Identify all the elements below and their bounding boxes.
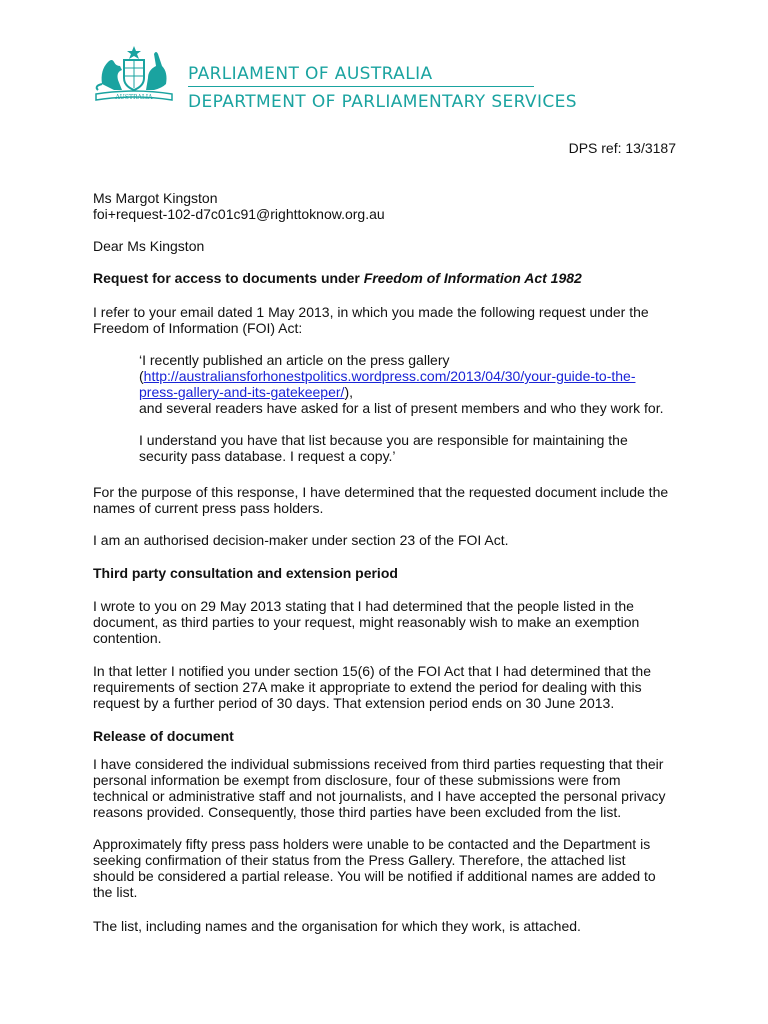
intro-line: I refer to your email dated 1 May 2013, in which you made the following request under the (93, 304, 649, 320)
quoted-request (139, 352, 684, 464)
crest-label: AUSTRALIA (115, 94, 153, 101)
subject-line (93, 270, 683, 286)
paragraph-line: I wrote to you on 29 May 2013 stating that I had determined that the people listed in the (93, 598, 634, 614)
quote-line: security pass database. I request a copy.’ (139, 448, 396, 464)
quote-link-line (139, 384, 684, 400)
paragraph-line: contention. (93, 630, 162, 646)
subject-prefix: Request for access to documents under (93, 270, 364, 286)
quote-line: and several readers have asked for a list of present members and who they work for. (139, 400, 664, 416)
letterhead-department: DEPARTMENT OF PARLIAMENTARY SERVICES (188, 92, 577, 112)
paragraph-line: technical or administrative staff and not journalists, and I have accepted the personal privacy (93, 788, 666, 804)
recipient-block (93, 190, 683, 222)
paragraph-line: I have considered the individual submissions received from third parties requesting that their (93, 756, 664, 772)
third-party-heading: Third party consultation and extension period (93, 565, 398, 581)
paragraph-line: personal information be exempt from disclosure, four of these submissions were from (93, 772, 621, 788)
paragraph-line: Approximately fifty press pass holders were unable to be contacted and the Department is (93, 836, 651, 852)
salutation: Dear Ms Kingston (93, 238, 205, 254)
paragraph-line: the list. (93, 884, 138, 900)
quote-line: ‘I recently published an article on the press gallery (139, 352, 450, 368)
paragraph-line: request by a further period of 30 days. That extension period ends on 30 June 2013. (93, 695, 615, 711)
release-paragraph-1 (93, 756, 683, 820)
paragraph-line: seeking confirmation of their status from the Press Gallery. Therefore, the attached list (93, 852, 626, 868)
coat-of-arms-icon (92, 44, 176, 108)
quote-paren: ), (344, 384, 353, 400)
purpose-line: For the purpose of this response, I have determined that the requested document include the (93, 484, 669, 500)
paragraph-line: should be considered a partial release. You will be notified if additional names are added to (93, 868, 656, 884)
letterhead-divider (188, 86, 534, 87)
authorised-paragraph: I am an authorised decision-maker under section 23 of the FOI Act. (93, 532, 509, 548)
article-link[interactable]: http://australiansforhonestpolitics.wordpress.com/2013/04/30/your-guide-to-the- (143, 368, 636, 384)
paragraph-line: In that letter I notified you under section 15(6) of the FOI Act that I had determined that the (93, 663, 651, 679)
article-link-cont[interactable]: press-gallery-and-its-gatekeeper/ (139, 384, 345, 400)
third-party-paragraph-1 (93, 598, 683, 646)
third-party-paragraph-2 (93, 663, 683, 711)
quote-line: I understand you have that list because you are responsible for maintaining the (139, 432, 628, 448)
intro-line: Freedom of Information (FOI) Act: (93, 320, 303, 336)
intro-paragraph (93, 304, 683, 336)
recipient-email: foi+request-102-d7c01c91@righttoknow.org.au (93, 206, 385, 222)
letterhead-parliament: PARLIAMENT OF AUSTRALIA (188, 64, 433, 84)
subject-act: Freedom of Information Act 1982 (363, 270, 582, 286)
quote-link-line (139, 368, 684, 384)
paragraph-line: reasons provided. Consequently, those third parties have been excluded from the list. (93, 804, 622, 820)
release-paragraph-3: The list, including names and the organisation for which they work, is attached. (93, 918, 581, 934)
purpose-paragraph (93, 484, 683, 516)
release-heading: Release of document (93, 728, 234, 744)
dps-reference: DPS ref: 13/3187 (568, 140, 676, 156)
purpose-line: names of current press pass holders. (93, 500, 324, 516)
quote-paren: ( (139, 368, 144, 384)
coat-of-arms-logo (92, 44, 176, 108)
recipient-name: Ms Margot Kingston (93, 190, 218, 206)
paragraph-line: requirements of section 27A make it appropriate to extend the period for dealing with this (93, 679, 642, 695)
paragraph-line: document, as third parties to your request, might reasonably wish to make an exemption (93, 614, 640, 630)
release-paragraph-2 (93, 836, 683, 900)
